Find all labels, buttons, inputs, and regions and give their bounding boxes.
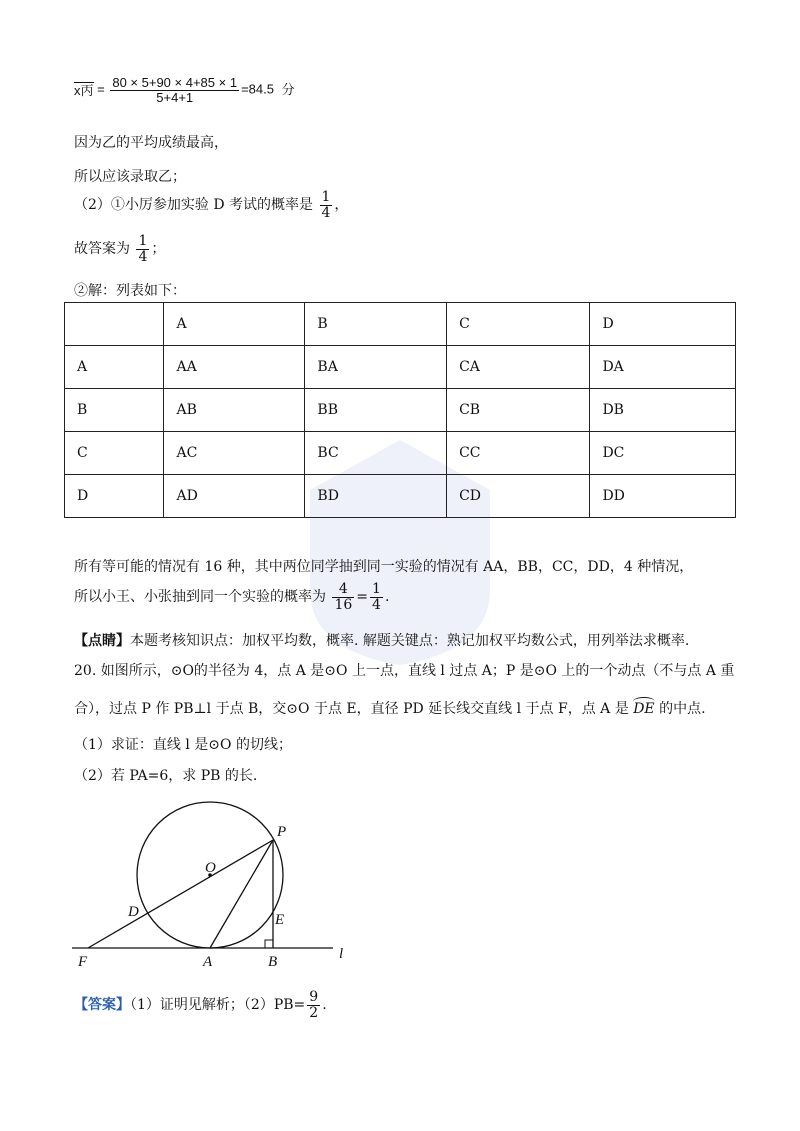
table-cell: A bbox=[164, 303, 305, 346]
table-cell: B bbox=[305, 303, 447, 346]
prob-den2: 4 bbox=[372, 596, 381, 613]
weighted-average-formula: x丙 = $\frac{80 \times 5+90 \times 4+85 \times 1}{5+4+1}$ =84.5 分 bbox=[74, 75, 295, 105]
answer-frac-num: 9 bbox=[309, 989, 319, 1005]
answer-final-line bbox=[74, 990, 327, 1020]
formula-var: x bbox=[74, 82, 81, 98]
formula-result: =84.5 bbox=[241, 81, 274, 97]
table-cell: DC bbox=[590, 432, 736, 475]
table-cell: C bbox=[447, 303, 590, 346]
table-cell: D bbox=[65, 475, 164, 518]
label-a: A bbox=[203, 954, 213, 970]
table-cell: CB bbox=[447, 389, 590, 432]
q2-part1-suffix: ， bbox=[334, 197, 349, 214]
problem20-line2-suffix: 的中点. bbox=[659, 701, 706, 717]
probability-line bbox=[74, 582, 389, 612]
answer-text: （1）证明见解析；（2）PB= bbox=[130, 997, 306, 1014]
answer-tag: 【答案】 bbox=[74, 997, 130, 1014]
prob-eq: = bbox=[356, 589, 369, 606]
formula-unit: 分 bbox=[281, 81, 295, 97]
table-cell: AB bbox=[164, 389, 305, 432]
prob-den1: 16 bbox=[334, 596, 353, 613]
answer-prefix: 故答案为 bbox=[74, 241, 130, 258]
label-d: D bbox=[128, 904, 139, 920]
right-angle-mark bbox=[265, 940, 273, 948]
table-cell: BB bbox=[305, 389, 447, 432]
prob-suffix: . bbox=[384, 589, 390, 606]
table-cell: BD bbox=[305, 475, 447, 518]
problem20-q1: （1）求证：直线 l 是⊙O 的切线； bbox=[74, 737, 292, 753]
table-cell: DA bbox=[590, 346, 736, 389]
table-cell: BA bbox=[305, 346, 447, 389]
label-b: B bbox=[268, 954, 278, 970]
problem20-line2-prefix: 合），过点 P 作 PB⊥l 于点 B，交⊙O 于点 E，直径 PD 延长线交直线 l 于点 F，点 A 是 bbox=[74, 701, 629, 717]
table-cell: D bbox=[590, 303, 736, 346]
table-row bbox=[65, 346, 736, 389]
formula-sub: 丙 bbox=[80, 82, 94, 98]
table-cell: B bbox=[65, 389, 164, 432]
table-row bbox=[65, 432, 736, 475]
outcome-table bbox=[64, 302, 736, 518]
formula-denominator: 5+4+1 bbox=[156, 89, 194, 105]
line-ap bbox=[210, 840, 273, 948]
comment-line bbox=[74, 630, 689, 650]
table-header-row bbox=[65, 303, 736, 346]
solve-intro: ②解：列表如下： bbox=[74, 283, 186, 299]
table-row bbox=[65, 389, 736, 432]
table-cell: C bbox=[65, 432, 164, 475]
table-cell: A bbox=[65, 346, 164, 389]
label-p: P bbox=[277, 824, 287, 840]
answer-line bbox=[74, 234, 165, 264]
prob-num1: 4 bbox=[332, 582, 354, 598]
line-fp bbox=[88, 840, 273, 948]
table-cell: AA bbox=[164, 346, 305, 389]
table-row bbox=[65, 475, 736, 518]
so-line: 所以应该录取乙； bbox=[74, 169, 186, 185]
table-cell: AC bbox=[164, 432, 305, 475]
table-cell: CD bbox=[447, 475, 590, 518]
comment-tag: 【点睛】 bbox=[74, 633, 130, 649]
table-cell: DB bbox=[590, 389, 736, 432]
q2-part1-prefix: （2）①小厉参加实验 D 考试的概率是 bbox=[74, 197, 314, 214]
table-cell: AD bbox=[164, 475, 305, 518]
cases-line: 所有等可能的情况有 16 种，其中两位同学抽到同一实验的情况有 AA，BB，CC，DD，4 种情况， bbox=[74, 559, 694, 575]
problem20-q2: （2）若 PA=6，求 PB 的长. bbox=[74, 768, 258, 784]
table-cell: CA bbox=[447, 346, 590, 389]
answer-frac-den: 2 bbox=[309, 1004, 319, 1021]
label-o: O bbox=[205, 860, 216, 876]
arc-de-label: DE bbox=[633, 701, 655, 717]
answer-final-suffix: . bbox=[322, 997, 327, 1014]
q2-part1-den: 4 bbox=[321, 204, 331, 221]
geometry-figure bbox=[60, 800, 360, 975]
label-e: E bbox=[275, 912, 285, 928]
formula-numerator: 80 × 5+90 × 4+85 × 1 bbox=[112, 75, 238, 90]
q2-part1-num: 1 bbox=[321, 189, 331, 205]
q2-part1-line bbox=[74, 190, 348, 220]
comment-text: 本题考核知识点：加权平均数，概率. 解题关键点：熟记加权平均数公式，用列举法求概率. bbox=[130, 633, 690, 649]
table-cell: BC bbox=[305, 432, 447, 475]
problem20-line1: 20. 如图所示，⊙O的半径为 4，点 A 是⊙O 上一点，直线 l 过点 A；P 是⊙O 上的一个动点（不与点 A 重 bbox=[74, 663, 735, 679]
table-cell: CC bbox=[447, 432, 590, 475]
answer-suffix: ； bbox=[151, 241, 166, 258]
answer-den: 4 bbox=[138, 248, 148, 265]
because-line: 因为乙的平均成绩最高， bbox=[74, 135, 228, 151]
prob-prefix: 所以小王、小张抽到同一个实验的概率为 bbox=[74, 589, 326, 606]
table-cell: DD bbox=[590, 475, 736, 518]
problem20-line2 bbox=[74, 698, 706, 718]
table-cell bbox=[65, 303, 164, 346]
label-f: F bbox=[78, 954, 88, 970]
label-l: l bbox=[339, 946, 344, 962]
prob-num2: 1 bbox=[372, 581, 381, 597]
answer-num: 1 bbox=[138, 233, 148, 249]
